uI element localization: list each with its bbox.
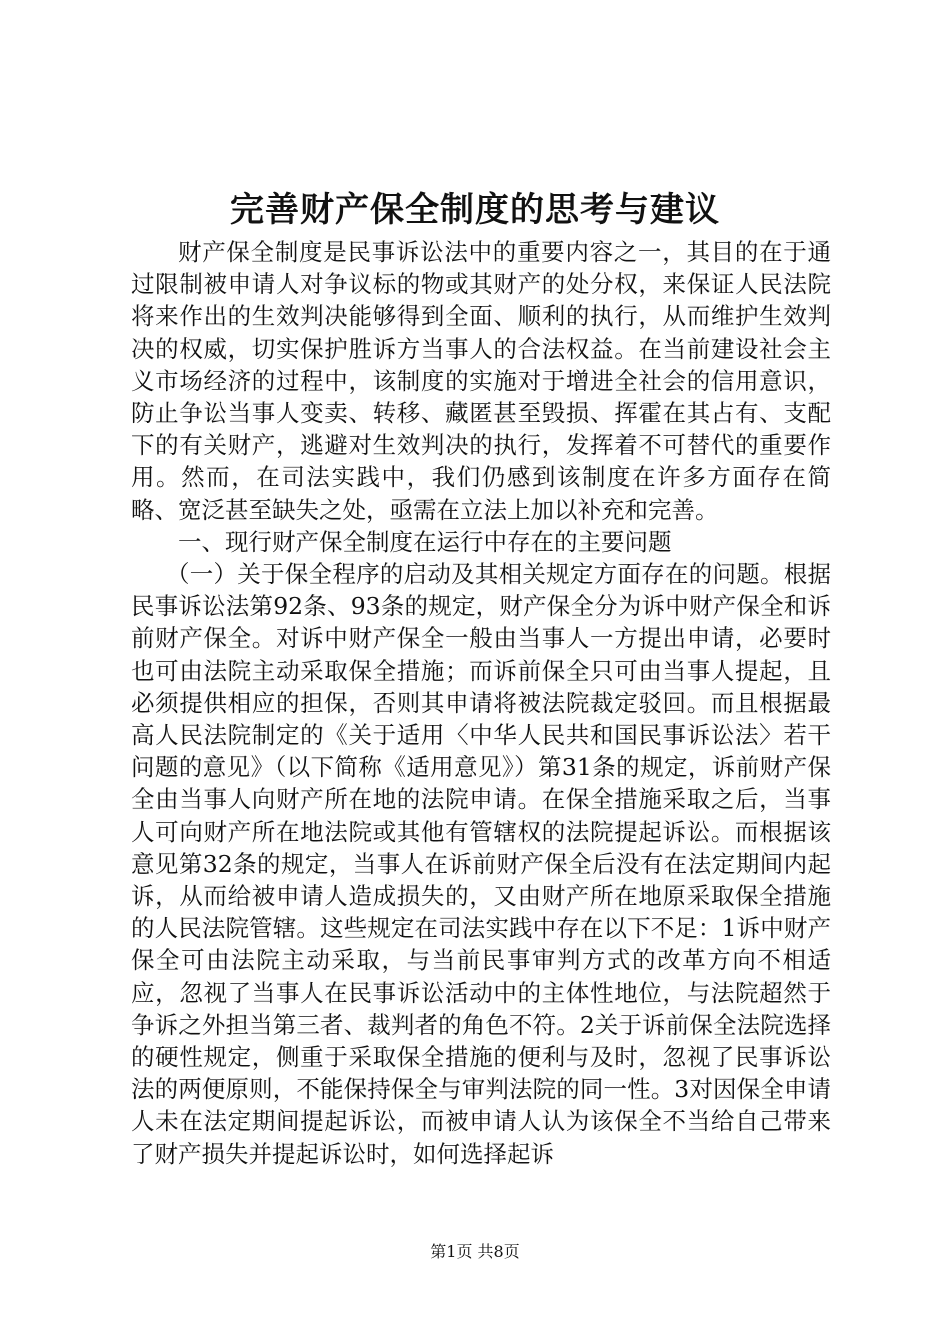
document-title: 完善财产保全制度的思考与建议 (230, 190, 720, 230)
document-body (131, 236, 831, 1170)
paragraph-intro: 财产保全制度是民事诉讼法中的重要内容之一，其目的在于通过限制被申请人对争议标的物或其财产的处分权，来保证人民法院将来作出的生效判决能够得到全面、顺利的执行，从而维护生效判决的权威，切实保护胜诉方当事人的合法权益。在当前建设社会主义市场经济的过程中，该制度的实施对于增进全社会的信用意识，防止争讼当事人变卖、转移、藏匿甚至毁损、挥霍在其占有、支配下的有关财产，逃避对生效判决的执行，发挥着不可替代的重要作用。然而，在司法实践中，我们仍感到该制度在许多方面存在简略、宽泛甚至缺失之处，亟需在立法上加以补充和完善。 (131, 238, 831, 524)
section-heading: 一、现行财产保全制度在运行中存在的主要问题 (178, 527, 672, 556)
page-footer: 第1页 共8页 (430, 1242, 520, 1261)
paragraph-subsection: （一）关于保全程序的启动及其相关规定方面存在的问题。根据民事诉讼法第92条、93条的规定，财产保全分为诉中财产保全和诉前财产保全。对诉中财产保全一般由当事人一方提出申请，必要时也可由法院主动采取保全措施；而诉前保全只可由当事人提起，且必须提供相应的担保，否则其申请将被法院裁定驳回。而且根据最高人民法院制定的《关于适用〈中华人民共和国民事诉讼法〉若干问题的意见》（以下简称《适用意见》）第31条的规定，诉前财产保全由当事人向财产所在地的法院申请。在保全措施采取之后，当事人可向财产所在地法院或其他有管辖权的法院提起诉讼。而根据该意见第32条的规定，当事人在诉前财产保全后没有在法定期间内起诉，从而给被申请人造成损失的，又由财产所在地原采取保全措施的人民法院管辖。这些规定在司法实践中存在以下不足：1诉中财产保全可由法院主动采取，与当前民事审判方式的改革方向不相适应，忽视了当事人在民事诉讼活动中的主体性地位，与法院超然于争诉之外担当第三者、裁判者的角色不符。2关于诉前保全法院选择的硬性规定，侧重于采取保全措施的便利与及时，忽视了民事诉讼法的两便原则，不能保持保全与审判法院的同一性。3对因保全申请人未在法定期间提起诉讼，而被申请人认为该保全不当给自己带来了财产损失并提起诉讼时，如何选择起诉 (131, 560, 831, 1168)
